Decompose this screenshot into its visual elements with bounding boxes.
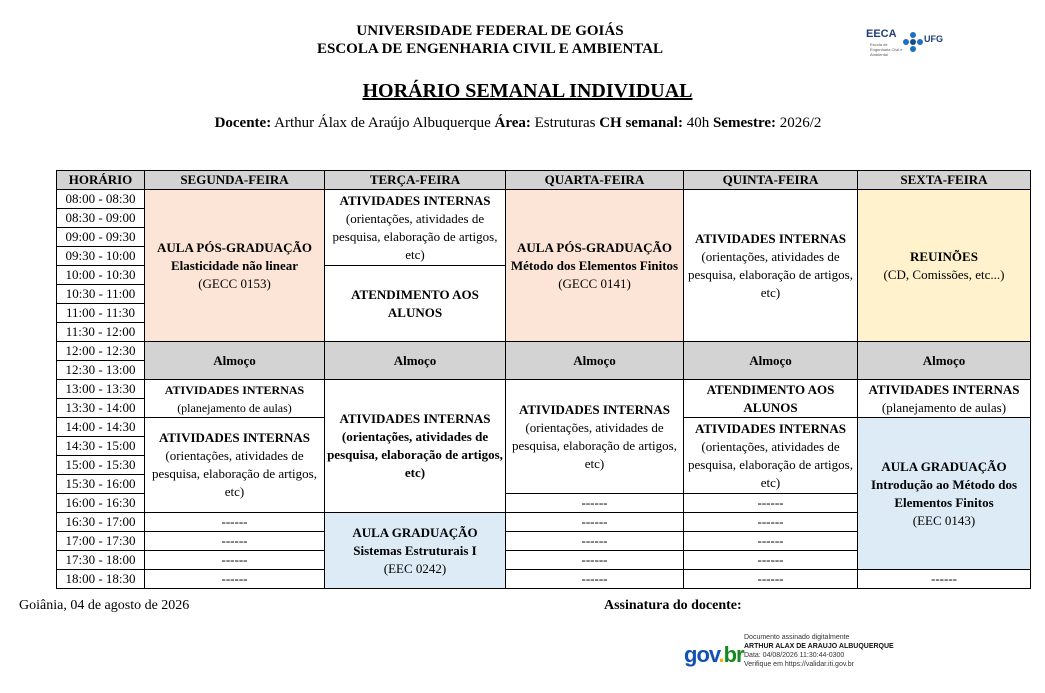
empty-cell: ------ bbox=[145, 551, 325, 570]
table-row bbox=[57, 342, 1031, 361]
fri-planning-cell: ATIVIDADES INTERNAS (planejamento de aulas) bbox=[858, 380, 1031, 418]
schedule-table bbox=[56, 170, 1031, 589]
semestre-value: 2026/2 bbox=[779, 115, 822, 131]
table-row bbox=[57, 380, 1031, 399]
time-slot: 11:30 - 12:00 bbox=[57, 323, 145, 342]
eeca-logo-subtitle: Escola de Engenharia Civil e Ambiental bbox=[870, 42, 903, 57]
time-slot: 16:30 - 17:00 bbox=[57, 513, 145, 532]
lunch-wed: Almoço bbox=[506, 342, 684, 380]
ch-value: 40h bbox=[686, 115, 710, 131]
area-value: Estruturas bbox=[534, 115, 596, 131]
time-slot: 15:30 - 16:00 bbox=[57, 475, 145, 494]
teacher-info bbox=[0, 115, 1036, 132]
empty-cell: ------ bbox=[506, 551, 684, 570]
mon-planning-cell: ATIVIDADES INTERNAS (planejamento de aulas) bbox=[145, 380, 325, 418]
header-horario: HORÁRIO bbox=[57, 171, 145, 190]
empty-cell: ------ bbox=[506, 570, 684, 589]
table-row bbox=[57, 570, 1031, 589]
signer-name: ARTHUR ALAX DE ARAUJO ALBUQUERQUE bbox=[744, 643, 894, 650]
signature-label: Assinatura do docente: bbox=[604, 598, 742, 613]
ch-label: CH semanal: bbox=[599, 115, 683, 131]
empty-cell: ------ bbox=[684, 570, 858, 589]
header-segunda: SEGUNDA-FEIRA bbox=[145, 171, 325, 190]
empty-cell: ------ bbox=[684, 513, 858, 532]
tue-pm-internal-cell: ATIVIDADES INTERNAS (orientações, atividades de pesquisa, elaboração de artigos, etc) bbox=[325, 380, 506, 513]
thu-internal-cell: ATIVIDADES INTERNAS (orientações, atividades de pesquisa, elaboração de artigos, etc) bbox=[684, 190, 858, 342]
time-slot: 09:30 - 10:00 bbox=[57, 247, 145, 266]
thu-office-hours-cell: ATENDIMENTO AOS ALUNOS bbox=[684, 380, 858, 418]
time-slot: 16:00 - 16:30 bbox=[57, 494, 145, 513]
ufg-logo-text: UFG bbox=[924, 34, 943, 44]
time-slot: 17:00 - 17:30 bbox=[57, 532, 145, 551]
thu-pm-internal-cell: ATIVIDADES INTERNAS (orientações, atividades de pesquisa, elaboração de artigos, etc) bbox=[684, 418, 858, 494]
docente-label: Docente: bbox=[214, 115, 272, 131]
time-slot: 10:30 - 11:00 bbox=[57, 285, 145, 304]
time-slot: 08:00 - 08:30 bbox=[57, 190, 145, 209]
fri-meetings-cell: REUINÕES (CD, Comissões, etc...) bbox=[858, 190, 1031, 342]
header-terca: TERÇA-FEIRA bbox=[325, 171, 506, 190]
lunch-mon: Almoço bbox=[145, 342, 325, 380]
empty-cell: ------ bbox=[506, 513, 684, 532]
lunch-thu: Almoço bbox=[684, 342, 858, 380]
university-name: UNIVERSIDADE FEDERAL DE GOIÁS bbox=[356, 23, 624, 39]
time-slot: 10:00 - 10:30 bbox=[57, 266, 145, 285]
empty-cell: ------ bbox=[145, 570, 325, 589]
semestre-label: Semestre: bbox=[712, 115, 776, 131]
header-quarta: QUARTA-FEIRA bbox=[506, 171, 684, 190]
school-name: ESCOLA DE ENGENHARIA CIVIL E AMBIENTAL bbox=[316, 41, 664, 57]
mon-pos-grad-cell: AULA PÓS-GRADUAÇÃO Elasticidade não linear (GECC 0153) bbox=[145, 190, 325, 342]
empty-cell: ------ bbox=[506, 494, 684, 513]
time-slot: 09:00 - 09:30 bbox=[57, 228, 145, 247]
docente-value: Arthur Álax de Araújo Albuquerque bbox=[274, 115, 491, 131]
time-slot: 13:30 - 14:00 bbox=[57, 399, 145, 418]
tue-office-hours-cell: ATENDIMENTO AOS ALUNOS bbox=[325, 266, 506, 342]
empty-cell: ------ bbox=[684, 532, 858, 551]
page-title: HORÁRIO SEMANAL INDIVIDUAL bbox=[362, 80, 693, 102]
place-date: Goiânia, 04 de agosto de 2026 bbox=[19, 598, 190, 613]
time-slot: 12:00 - 12:30 bbox=[57, 342, 145, 361]
empty-cell: ------ bbox=[684, 551, 858, 570]
time-slot: 13:00 - 13:30 bbox=[57, 380, 145, 399]
time-slot: 17:30 - 18:00 bbox=[57, 551, 145, 570]
tue-grad-cell: AULA GRADUAÇÃO Sistemas Estruturais I (EEC 0242) bbox=[325, 513, 506, 589]
wed-pos-grad-cell: AULA PÓS-GRADUAÇÃO Método dos Elementos Finitos (GECC 0141) bbox=[506, 190, 684, 342]
empty-cell: ------ bbox=[145, 513, 325, 532]
time-slot: 14:30 - 15:00 bbox=[57, 437, 145, 456]
govbr-logo: gov.br bbox=[684, 642, 744, 667]
wed-pm-internal-cell: ATIVIDADES INTERNAS (orientações, atividades de pesquisa, elaboração de artigos, etc) bbox=[506, 380, 684, 494]
signature-line1: Documento assinado digitalmente bbox=[744, 634, 850, 641]
empty-cell: ------ bbox=[145, 532, 325, 551]
header-quinta: QUINTA-FEIRA bbox=[684, 171, 858, 190]
institution-header bbox=[0, 22, 980, 58]
fri-grad-cell: AULA GRADUAÇÃO Introdução ao Método dos Elementos Finitos (EEC 0143) bbox=[858, 418, 1031, 570]
lunch-tue: Almoço bbox=[325, 342, 506, 380]
time-slot: 11:00 - 11:30 bbox=[57, 304, 145, 323]
header-sexta: SEXTA-FEIRA bbox=[858, 171, 1031, 190]
time-slot: 18:00 - 18:30 bbox=[57, 570, 145, 589]
signature-date: Data: 04/08/2026 11:30:44-0300 bbox=[744, 652, 845, 659]
time-slot: 15:00 - 15:30 bbox=[57, 456, 145, 475]
time-slot: 12:30 - 13:00 bbox=[57, 361, 145, 380]
empty-cell: ------ bbox=[858, 570, 1031, 589]
mon-pm-internal-cell: ATIVIDADES INTERNAS (orientações, atividades de pesquisa, elaboração de artigos, etc) bbox=[145, 418, 325, 513]
time-slot: 14:00 - 14:30 bbox=[57, 418, 145, 437]
eeca-logo-text: EECA bbox=[866, 28, 897, 40]
ufg-dots-icon bbox=[903, 32, 923, 52]
digital-signature-block bbox=[744, 633, 894, 669]
lunch-fri: Almoço bbox=[858, 342, 1031, 380]
table-header-row bbox=[57, 171, 1031, 190]
empty-cell: ------ bbox=[506, 532, 684, 551]
time-slot: 08:30 - 09:00 bbox=[57, 209, 145, 228]
tue-internal-cell: ATIVIDADES INTERNAS (orientações, atividades de pesquisa, elaboração de artigos, etc) bbox=[325, 190, 506, 266]
signature-verify: Verifique em https://validar.iti.gov.br bbox=[744, 661, 854, 668]
empty-cell: ------ bbox=[684, 494, 858, 513]
table-row bbox=[57, 190, 1031, 209]
eeca-ufg-logo bbox=[866, 28, 946, 56]
area-label: Área: bbox=[494, 115, 531, 131]
